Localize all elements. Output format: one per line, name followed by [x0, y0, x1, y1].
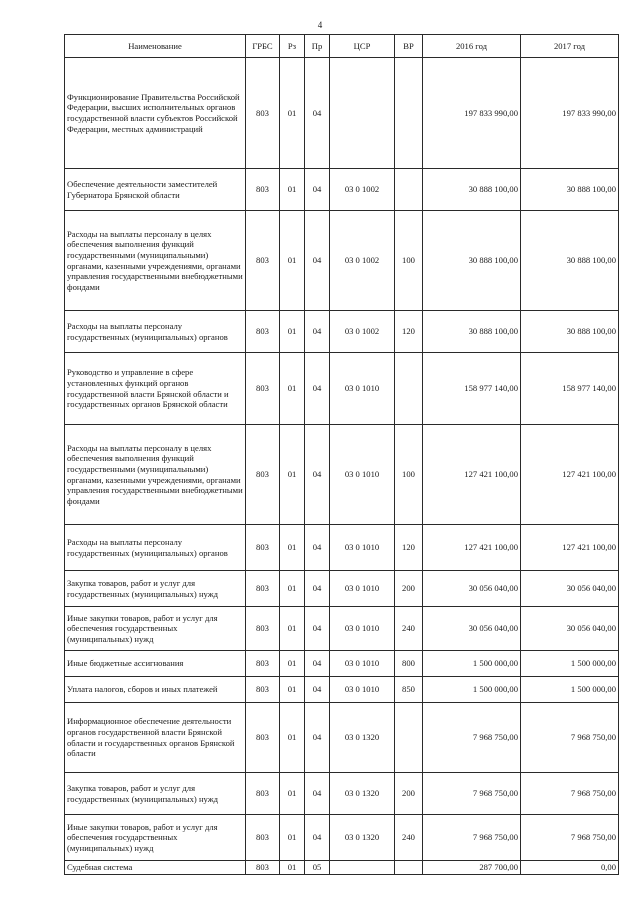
row-2017: 7 968 750,00: [521, 773, 619, 815]
row-grbs: 803: [246, 525, 280, 571]
table-row: [65, 815, 619, 861]
row-2017: 30 888 100,00: [521, 311, 619, 353]
row-pr: 04: [305, 211, 330, 311]
row-csr: 03 0 1010: [330, 425, 395, 525]
row-name: Закупка товаров, работ и услуг для государственных (муниципальных) нужд: [65, 571, 246, 607]
row-rz: 01: [280, 607, 305, 651]
row-vr: [395, 353, 423, 425]
row-name: Иные закупки товаров, работ и услуг для обеспечения государственных (муниципальных) нужд: [65, 815, 246, 861]
row-2016: 127 421 100,00: [423, 525, 521, 571]
row-csr: 03 0 1320: [330, 703, 395, 773]
row-grbs: 803: [246, 651, 280, 677]
row-vr: [395, 58, 423, 169]
row-csr: 03 0 1010: [330, 571, 395, 607]
row-csr: 03 0 1002: [330, 169, 395, 211]
table-row: [65, 169, 619, 211]
row-name: Иные закупки товаров, работ и услуг для обеспечения государственных (муниципальных) нужд: [65, 607, 246, 651]
row-2017: 30 888 100,00: [521, 169, 619, 211]
header-vr: ВР: [395, 35, 423, 58]
row-2016: 197 833 990,00: [423, 58, 521, 169]
row-csr: 03 0 1002: [330, 211, 395, 311]
row-rz: 01: [280, 815, 305, 861]
row-2016: 127 421 100,00: [423, 425, 521, 525]
row-csr: 03 0 1320: [330, 815, 395, 861]
row-name: Иные бюджетные ассигнования: [65, 651, 246, 677]
row-rz: 01: [280, 651, 305, 677]
table-row: [65, 525, 619, 571]
row-rz: 01: [280, 58, 305, 169]
row-grbs: 803: [246, 211, 280, 311]
row-name: Функционирование Правительства Российской Федерации, высших исполнительных органов государственной власти субъектов Российской Федерации, местных администраций: [65, 58, 246, 169]
row-2017: 7 968 750,00: [521, 815, 619, 861]
row-grbs: 803: [246, 58, 280, 169]
table-row: [65, 607, 619, 651]
row-pr: 04: [305, 58, 330, 169]
row-rz: 01: [280, 425, 305, 525]
row-csr: [330, 861, 395, 875]
row-grbs: 803: [246, 815, 280, 861]
row-2016: 30 888 100,00: [423, 211, 521, 311]
row-vr: 120: [395, 311, 423, 353]
row-name: Расходы на выплаты персоналу государственных (муниципальных) органов: [65, 525, 246, 571]
row-rz: 01: [280, 311, 305, 353]
row-2017: 158 977 140,00: [521, 353, 619, 425]
row-grbs: 803: [246, 677, 280, 703]
row-name: Закупка товаров, работ и услуг для государственных (муниципальных) нужд: [65, 773, 246, 815]
row-vr: 800: [395, 651, 423, 677]
row-csr: 03 0 1320: [330, 773, 395, 815]
table-row: [65, 861, 619, 875]
row-rz: 01: [280, 525, 305, 571]
row-grbs: 803: [246, 861, 280, 875]
row-vr: 100: [395, 211, 423, 311]
row-rz: 01: [280, 677, 305, 703]
table-row: [65, 311, 619, 353]
row-2017: 7 968 750,00: [521, 703, 619, 773]
row-rz: 01: [280, 861, 305, 875]
row-vr: 850: [395, 677, 423, 703]
row-pr: 05: [305, 861, 330, 875]
row-pr: 04: [305, 571, 330, 607]
row-pr: 04: [305, 607, 330, 651]
row-pr: 04: [305, 311, 330, 353]
table-row: [65, 353, 619, 425]
page-number: 4: [317, 20, 323, 30]
row-pr: 04: [305, 677, 330, 703]
table-row: [65, 651, 619, 677]
row-2017: 1 500 000,00: [521, 677, 619, 703]
row-2016: 1 500 000,00: [423, 677, 521, 703]
row-vr: 100: [395, 425, 423, 525]
row-2017: 127 421 100,00: [521, 525, 619, 571]
row-name: Обеспечение деятельности заместителей Губернатора Брянской области: [65, 169, 246, 211]
row-grbs: 803: [246, 607, 280, 651]
row-vr: 200: [395, 571, 423, 607]
row-pr: 04: [305, 169, 330, 211]
row-grbs: 803: [246, 571, 280, 607]
row-name: Уплата налогов, сборов и иных платежей: [65, 677, 246, 703]
row-vr: [395, 169, 423, 211]
table-row: [65, 773, 619, 815]
row-grbs: 803: [246, 311, 280, 353]
row-rz: 01: [280, 773, 305, 815]
row-2017: 30 888 100,00: [521, 211, 619, 311]
row-vr: 120: [395, 525, 423, 571]
table-row: [65, 677, 619, 703]
row-2017: 30 056 040,00: [521, 607, 619, 651]
row-2016: 287 700,00: [423, 861, 521, 875]
row-name: Руководство и управление в сфере установленных функций органов государственной власти Брянской области и государственных органов Брянской области: [65, 353, 246, 425]
row-pr: 04: [305, 651, 330, 677]
row-vr: [395, 703, 423, 773]
table-row: [65, 425, 619, 525]
row-grbs: 803: [246, 703, 280, 773]
row-pr: 04: [305, 353, 330, 425]
row-grbs: 803: [246, 353, 280, 425]
header-pr: Пр: [305, 35, 330, 58]
header-csr: ЦСР: [330, 35, 395, 58]
row-rz: 01: [280, 703, 305, 773]
row-2017: 30 056 040,00: [521, 571, 619, 607]
row-name: Расходы на выплаты персоналу в целях обеспечения выполнения функций государственными (муниципальными) органами, казенными учреждениями, органами управления государственными внебюджетными фондами: [65, 211, 246, 311]
row-csr: 03 0 1010: [330, 677, 395, 703]
header-rz: Рз: [280, 35, 305, 58]
row-vr: [395, 861, 423, 875]
row-rz: 01: [280, 211, 305, 311]
header-grbs: ГРБС: [246, 35, 280, 58]
row-vr: 240: [395, 607, 423, 651]
table-row: [65, 211, 619, 311]
table-row: [65, 58, 619, 169]
header-2017: 2017 год: [521, 35, 619, 58]
row-pr: 04: [305, 703, 330, 773]
row-2016: 30 056 040,00: [423, 571, 521, 607]
row-2017: 0,00: [521, 861, 619, 875]
row-2016: 30 888 100,00: [423, 311, 521, 353]
row-csr: 03 0 1010: [330, 525, 395, 571]
row-pr: 04: [305, 425, 330, 525]
row-2016: 7 968 750,00: [423, 773, 521, 815]
row-2016: 1 500 000,00: [423, 651, 521, 677]
row-2016: 7 968 750,00: [423, 815, 521, 861]
row-pr: 04: [305, 773, 330, 815]
row-2016: 30 888 100,00: [423, 169, 521, 211]
row-pr: 04: [305, 525, 330, 571]
row-csr: 03 0 1010: [330, 607, 395, 651]
row-csr: 03 0 1002: [330, 311, 395, 353]
row-grbs: 803: [246, 773, 280, 815]
row-grbs: 803: [246, 425, 280, 525]
row-name: Расходы на выплаты персоналу государственных (муниципальных) органов: [65, 311, 246, 353]
budget-table: [64, 34, 619, 875]
row-2016: 30 056 040,00: [423, 607, 521, 651]
row-name: Информационное обеспечение деятельности органов государственной власти Брянской области и государственных органов Брянской области: [65, 703, 246, 773]
table-row: [65, 571, 619, 607]
row-2017: 1 500 000,00: [521, 651, 619, 677]
row-csr: 03 0 1010: [330, 353, 395, 425]
row-name: Судебная система: [65, 861, 246, 875]
row-rz: 01: [280, 353, 305, 425]
row-2016: 7 968 750,00: [423, 703, 521, 773]
row-grbs: 803: [246, 169, 280, 211]
row-vr: 200: [395, 773, 423, 815]
row-pr: 04: [305, 815, 330, 861]
row-csr: [330, 58, 395, 169]
row-rz: 01: [280, 169, 305, 211]
table-header-row: [65, 35, 619, 58]
row-rz: 01: [280, 571, 305, 607]
header-2016: 2016 год: [423, 35, 521, 58]
table-row: [65, 703, 619, 773]
row-vr: 240: [395, 815, 423, 861]
row-2017: 127 421 100,00: [521, 425, 619, 525]
row-2017: 197 833 990,00: [521, 58, 619, 169]
row-name: Расходы на выплаты персоналу в целях обеспечения выполнения функций государственными (муниципальными) органами, казенными учреждениями, органами управления государственными внебюджетными фондами: [65, 425, 246, 525]
header-name: Наименование: [65, 35, 246, 58]
row-csr: 03 0 1010: [330, 651, 395, 677]
row-2016: 158 977 140,00: [423, 353, 521, 425]
